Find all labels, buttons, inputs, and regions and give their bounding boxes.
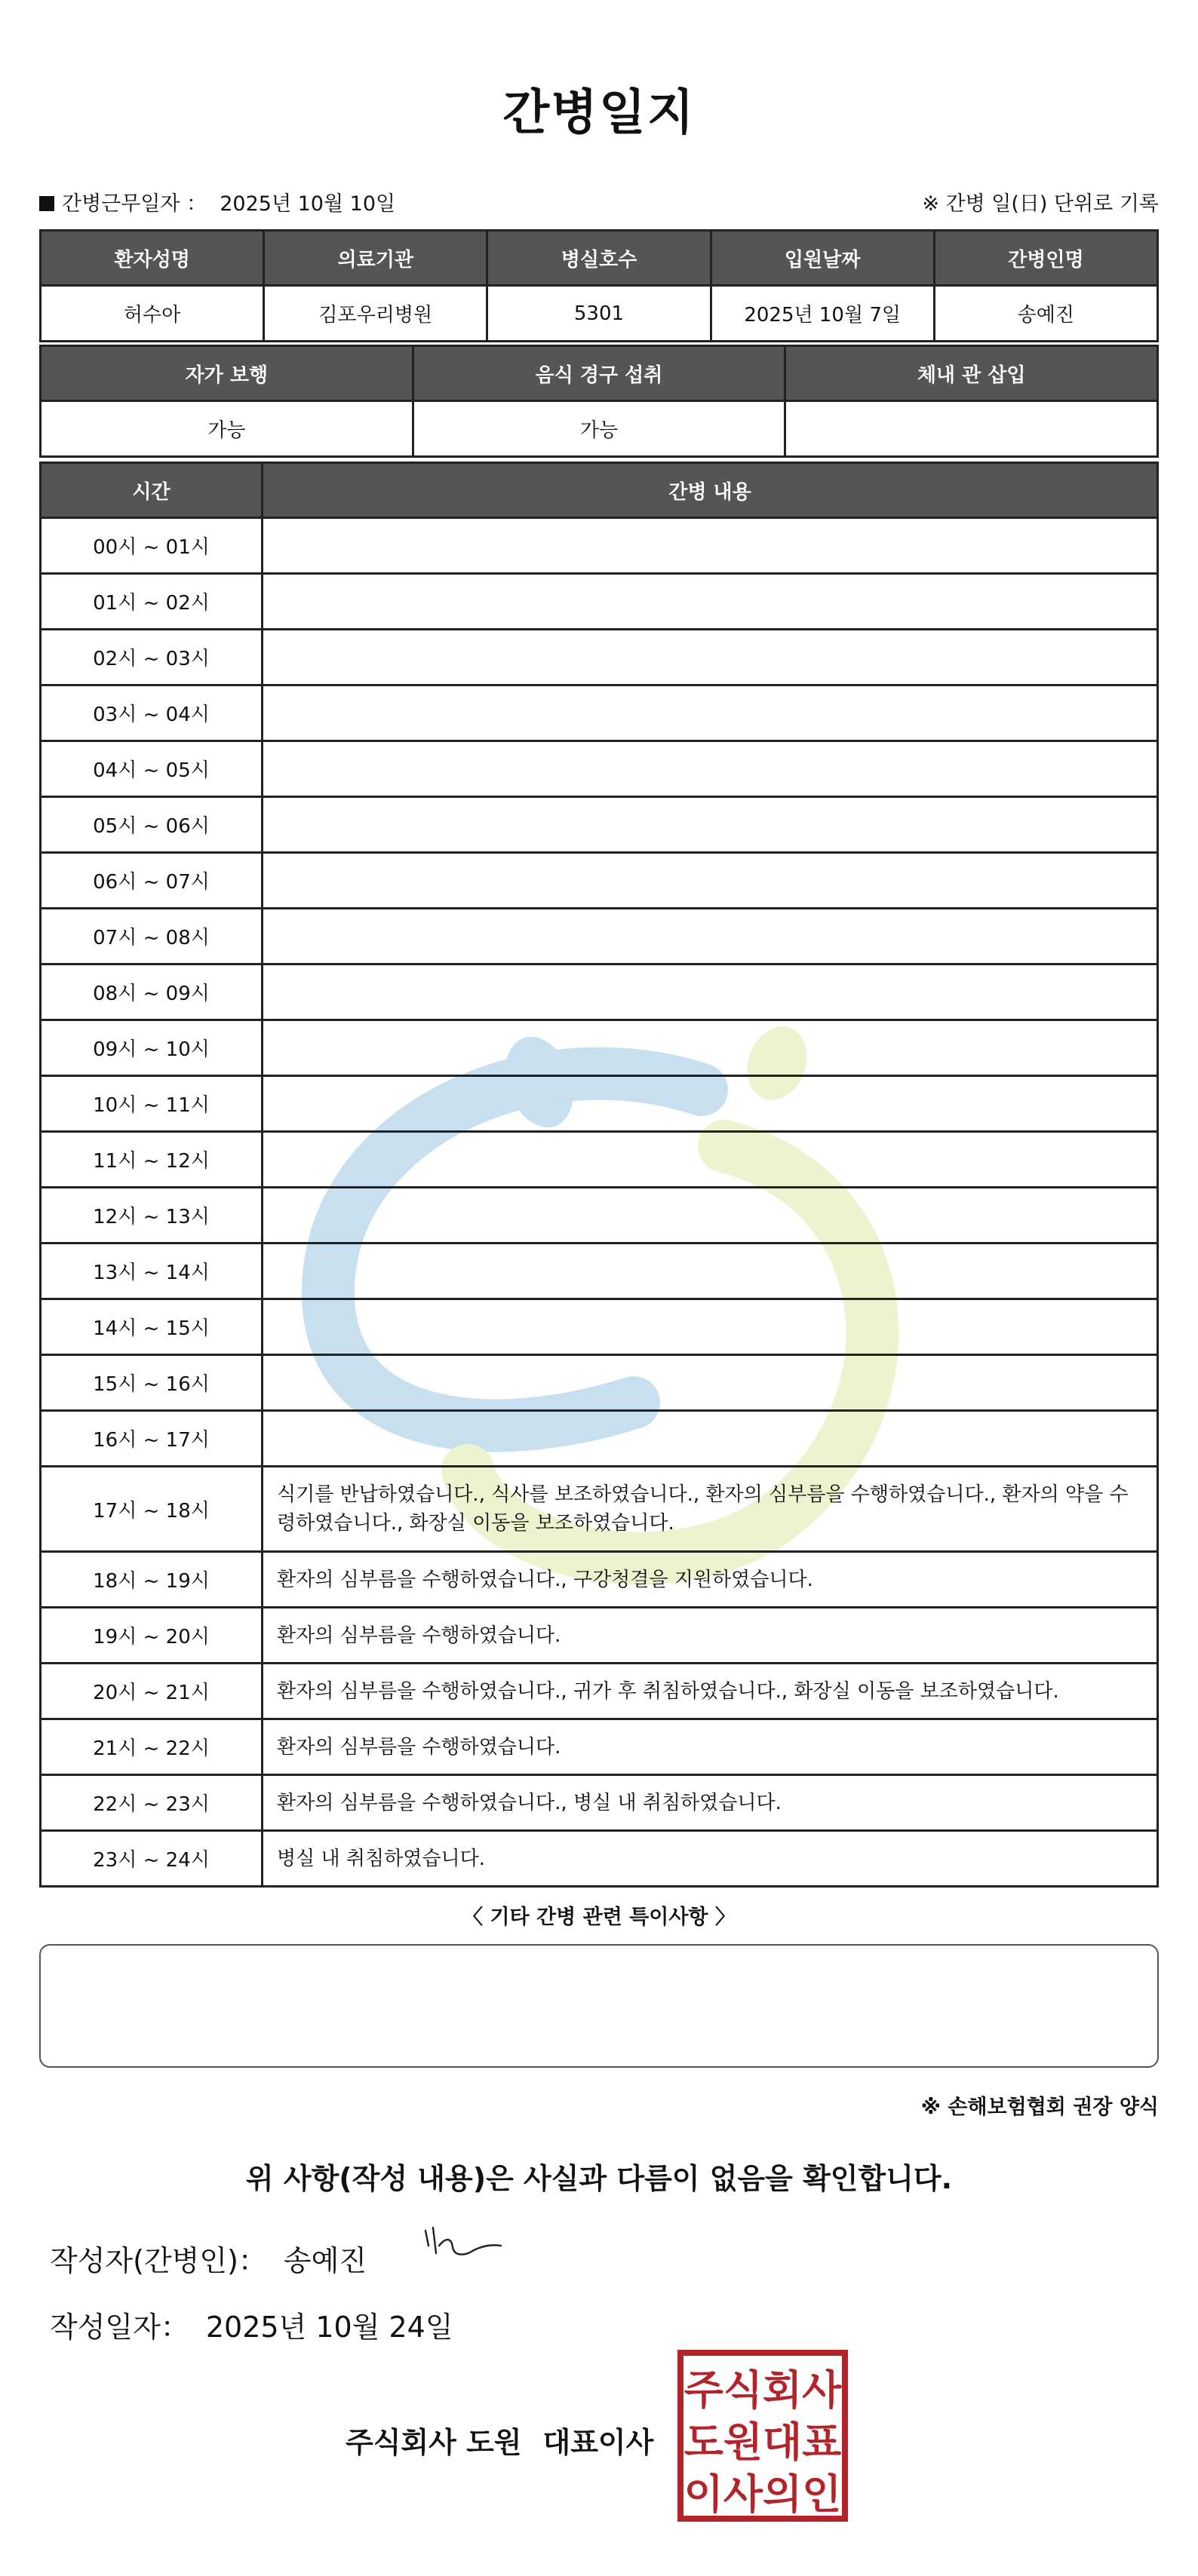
log-time: 00시 ~ 01시 xyxy=(41,518,263,574)
patient-info-table xyxy=(39,229,1159,342)
log-content xyxy=(263,853,1158,909)
log-time: 18시 ~ 19시 xyxy=(41,1552,263,1608)
date-label: 작성일자： xyxy=(50,2311,189,2344)
log-row xyxy=(41,1552,1158,1608)
log-row xyxy=(41,964,1158,1020)
log-row xyxy=(41,1355,1158,1411)
log-content xyxy=(263,574,1158,630)
log-time: 09시 ~ 10시 xyxy=(41,1020,263,1076)
signature-image xyxy=(419,2223,504,2270)
log-row xyxy=(41,1664,1158,1719)
log-row xyxy=(41,1188,1158,1244)
log-time: 17시 ~ 18시 xyxy=(41,1467,263,1552)
ability-header-row xyxy=(41,346,1158,401)
log-time: 06시 ~ 07시 xyxy=(41,853,263,909)
log-row xyxy=(41,1775,1158,1831)
log-content: 환자의 심부름을 수행하였습니다., 병실 내 취침하였습니다. xyxy=(263,1775,1158,1831)
log-row xyxy=(41,1076,1158,1132)
log-content xyxy=(263,1020,1158,1076)
seal-line-3: 이사의인 xyxy=(683,2470,842,2518)
writer-label: 작성자(간병인)： xyxy=(50,2244,267,2277)
log-header-row xyxy=(41,463,1158,518)
log-content xyxy=(263,741,1158,797)
log-content: 환자의 심부름을 수행하였습니다., 귀가 후 취침하였습니다., 화장실 이동을 보조하였습니다. xyxy=(263,1664,1158,1719)
patient-name: 허수아 xyxy=(41,286,264,342)
log-content xyxy=(263,518,1158,574)
written-date: 2025년 10월 24일 xyxy=(205,2311,453,2344)
record-unit-note: ※ 간병 일(日) 단위로 기록 xyxy=(922,192,1159,216)
writer-name: 송예진 xyxy=(283,2244,367,2277)
notes-title: 〈 기타 간병 관련 특이사항 〉 xyxy=(462,1906,736,1929)
seal-line-2: 도원대표 xyxy=(683,2418,842,2466)
log-content xyxy=(263,964,1158,1020)
log-time: 13시 ~ 14시 xyxy=(41,1244,263,1299)
writer-line xyxy=(50,2237,367,2279)
log-row xyxy=(41,797,1158,853)
company-line xyxy=(346,2419,653,2461)
recommend-note: ※ 손해보험협회 권장 양식 xyxy=(920,2096,1159,2119)
log-row xyxy=(41,1132,1158,1188)
log-time: 22시 ~ 23시 xyxy=(41,1775,263,1831)
log-row xyxy=(41,630,1158,685)
log-time: 11시 ~ 12시 xyxy=(41,1132,263,1188)
log-body xyxy=(41,518,1158,1887)
work-date-line xyxy=(39,187,395,216)
log-content: 병실 내 취침하였습니다. xyxy=(263,1831,1158,1887)
log-row xyxy=(41,1411,1158,1467)
log-time: 03시 ~ 04시 xyxy=(41,685,263,741)
log-time: 15시 ~ 16시 xyxy=(41,1355,263,1411)
confirm-statement: 위 사항(작성 내용)은 사실과 다름이 없음을 확인합니다. xyxy=(245,2162,953,2195)
patient-value-row xyxy=(41,286,1158,342)
company-rep: 대표이사 xyxy=(542,2426,654,2459)
log-content xyxy=(263,1132,1158,1188)
log-time: 21시 ~ 22시 xyxy=(41,1719,263,1775)
log-content: 환자의 심부름을 수행하였습니다., 구강청결을 지원하였습니다. xyxy=(263,1552,1158,1608)
header-admission-date: 입원날짜 xyxy=(711,231,934,286)
header-walking: 자가 보행 xyxy=(41,346,413,401)
log-time: 05시 ~ 06시 xyxy=(41,797,263,853)
log-time: 14시 ~ 15시 xyxy=(41,1299,263,1355)
company-seal-stamp xyxy=(677,2350,848,2522)
log-content xyxy=(263,1076,1158,1132)
caregiver-name: 송예진 xyxy=(934,286,1157,342)
log-time: 23시 ~ 24시 xyxy=(41,1831,263,1887)
log-content xyxy=(263,1299,1158,1355)
room-number: 5301 xyxy=(487,286,711,342)
log-content xyxy=(263,1188,1158,1244)
log-time: 04시 ~ 05시 xyxy=(41,741,263,797)
log-row xyxy=(41,1831,1158,1887)
square-bullet-icon xyxy=(39,196,54,211)
log-row xyxy=(41,1467,1158,1552)
log-content xyxy=(263,630,1158,685)
log-row xyxy=(41,853,1158,909)
log-time: 07시 ~ 08시 xyxy=(41,909,263,964)
log-content xyxy=(263,1355,1158,1411)
log-content xyxy=(263,909,1158,964)
log-content xyxy=(263,1411,1158,1467)
seal-line-1: 주식회사 xyxy=(683,2366,842,2414)
header-time: 시간 xyxy=(41,463,263,518)
log-time: 16시 ~ 17시 xyxy=(41,1411,263,1467)
hospital-name: 김포우리병원 xyxy=(264,286,487,342)
notes-box xyxy=(39,1944,1159,2068)
log-row xyxy=(41,685,1158,741)
header-hospital: 의료기관 xyxy=(264,231,487,286)
header-oral-intake: 음식 경구 섭취 xyxy=(413,346,785,401)
log-time: 02시 ~ 03시 xyxy=(41,630,263,685)
log-row xyxy=(41,1020,1158,1076)
log-time: 10시 ~ 11시 xyxy=(41,1076,263,1132)
page-title: 간병일지 xyxy=(502,85,696,141)
admission-date: 2025년 10월 7일 xyxy=(711,286,934,342)
header-room: 병실호수 xyxy=(487,231,711,286)
company-name: 주식회사 도원 xyxy=(346,2426,522,2459)
log-content: 환자의 심부름을 수행하였습니다. xyxy=(263,1608,1158,1664)
log-row xyxy=(41,1608,1158,1664)
log-time: 12시 ~ 13시 xyxy=(41,1188,263,1244)
tube-value xyxy=(785,401,1158,457)
log-content: 식기를 반납하였습니다., 식사를 보조하였습니다., 환자의 심부름을 수행하였습니다., 환자의 약을 수령하였습니다., 화장실 이동을 보조하였습니다. xyxy=(263,1467,1158,1552)
header-tube: 체내 관 삽입 xyxy=(785,346,1158,401)
log-content: 환자의 심부름을 수행하였습니다. xyxy=(263,1719,1158,1775)
header-patient-name: 환자성명 xyxy=(41,231,264,286)
log-row xyxy=(41,574,1158,630)
log-row xyxy=(41,909,1158,964)
log-content xyxy=(263,685,1158,741)
work-date-label: 간병근무일자 ： xyxy=(62,192,207,216)
log-row xyxy=(41,1244,1158,1299)
log-content xyxy=(263,1244,1158,1299)
work-date-value: 2025년 10월 10일 xyxy=(220,192,396,216)
log-time: 20시 ~ 21시 xyxy=(41,1664,263,1719)
header-content: 간병 내용 xyxy=(263,463,1158,518)
log-row xyxy=(41,741,1158,797)
log-time: 08시 ~ 09시 xyxy=(41,964,263,1020)
care-log-table xyxy=(39,462,1159,1888)
ability-value-row xyxy=(41,401,1158,457)
log-row xyxy=(41,1299,1158,1355)
log-content xyxy=(263,797,1158,853)
written-date-line xyxy=(50,2304,453,2345)
oral-intake-value: 가능 xyxy=(413,401,785,457)
log-time: 01시 ~ 02시 xyxy=(41,574,263,630)
walking-value: 가능 xyxy=(41,401,413,457)
ability-table xyxy=(39,345,1159,458)
header-caregiver: 간병인명 xyxy=(934,231,1157,286)
log-time: 19시 ~ 20시 xyxy=(41,1608,263,1664)
patient-header-row xyxy=(41,231,1158,286)
log-row xyxy=(41,518,1158,574)
log-row xyxy=(41,1719,1158,1775)
